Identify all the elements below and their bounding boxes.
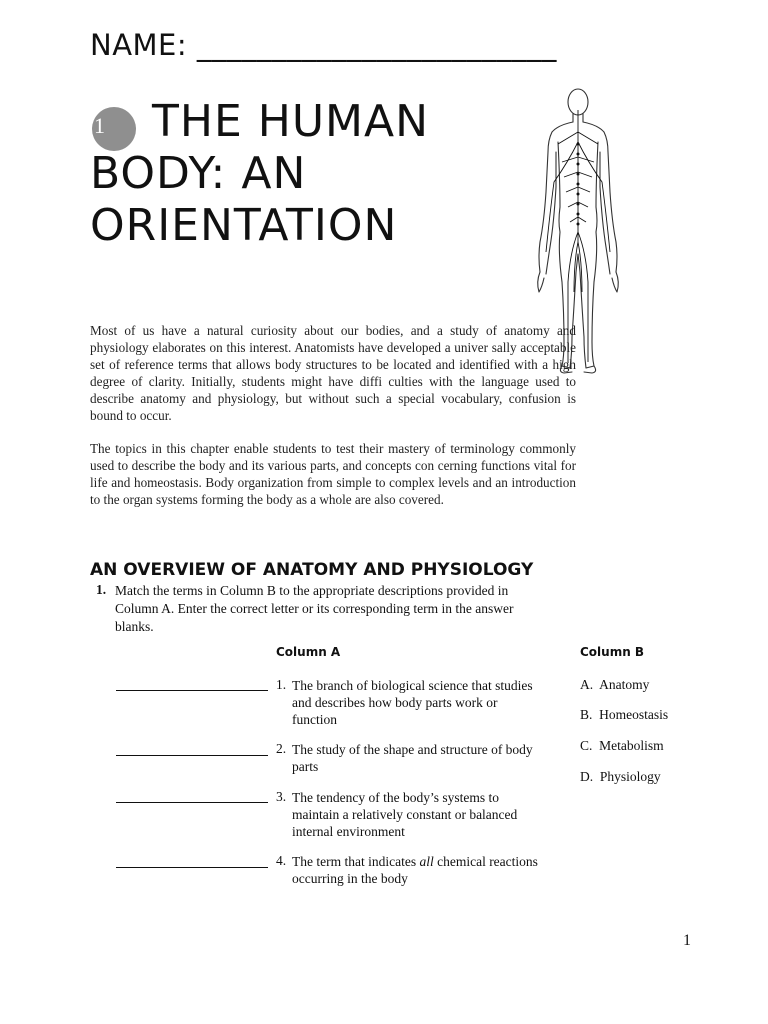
item-text-4-after: chemical reactions occurring in the body	[292, 854, 538, 886]
option-c-letter: C.	[580, 738, 593, 753]
answer-blank-3[interactable]	[116, 802, 268, 803]
item-number-1: 1.	[276, 677, 287, 692]
item-text-4-emphasis: all	[419, 854, 434, 869]
option-d-term: Physiology	[599, 769, 661, 784]
item-text-4-before: The term that indicates	[292, 854, 420, 869]
item-text-4	[292, 853, 544, 887]
chapter-title	[90, 96, 450, 252]
column-a-header: Column A	[276, 645, 341, 659]
intro-paragraph-2: The topics in this chapter enable students to test their mastery of terminology commonly used to describe the body and its various parts, and concepts con cerning functions vital for life and homeostasis. Body organization from simple to complex levels and an introduction to the organ systems forming the body as a whole are also covered.	[90, 441, 576, 507]
item-text-2: The study of the shape and structure of body parts	[292, 742, 533, 774]
section-heading: AN OVERVIEW OF ANATOMY AND PHYSIOLOGY	[90, 560, 534, 580]
answer-blank-2[interactable]	[116, 755, 268, 756]
intro-paragraph-1: Most of us have a natural curiosity about our bodies, and a study of anatomy and physiology elaborates on this interest. Anatomists have developed a univer sally acceptable set of reference terms that allows body structures to be located and identified with a high degree of clarity. Initially, students might have diffi culties with the language used to describe anatomy and physiology, but without such a special vocabulary, confusion is bound to occur.	[90, 323, 576, 423]
item-text-1: The branch of biological science that studies and describes how body parts work or function	[292, 678, 533, 727]
option-c-term: Metabolism	[599, 738, 664, 753]
option-a-letter: A.	[580, 677, 594, 692]
name-label: NAME:	[90, 28, 188, 62]
column-b-header: Column B	[580, 645, 645, 659]
option-d	[580, 769, 661, 785]
answer-blank-4[interactable]	[116, 867, 268, 868]
question-instruction: Match the terms in Column B to the appropriate descriptions provided in Column A. Enter the correct letter or its corresponding term in the answer blanks.	[115, 583, 514, 634]
option-a-term: Anatomy	[599, 677, 650, 692]
option-b	[580, 707, 668, 723]
chapter-title-line-1: THE HUMAN	[152, 96, 430, 147]
item-number-3: 3.	[276, 789, 287, 804]
option-b-letter: B.	[580, 707, 593, 722]
answer-blank-1[interactable]	[116, 690, 268, 691]
option-b-term: Homeostasis	[599, 707, 669, 722]
page-number: 1	[683, 932, 691, 949]
option-d-letter: D.	[580, 769, 594, 784]
item-number-2: 2.	[276, 741, 287, 756]
chapter-title-line-2: BODY: AN	[90, 148, 307, 199]
name-field-label	[90, 28, 557, 62]
chapter-title-line-3: ORIENTATION	[90, 200, 398, 251]
option-c	[580, 738, 664, 754]
option-a	[580, 677, 649, 693]
item-text-3: The tendency of the body’s systems to maintain a relatively constant or balanced internal environment	[292, 790, 518, 839]
chapter-number: 1	[94, 113, 105, 138]
item-number-4: 4.	[276, 853, 287, 868]
name-blank: ________________________	[196, 28, 557, 62]
question-number: 1.	[96, 582, 107, 597]
